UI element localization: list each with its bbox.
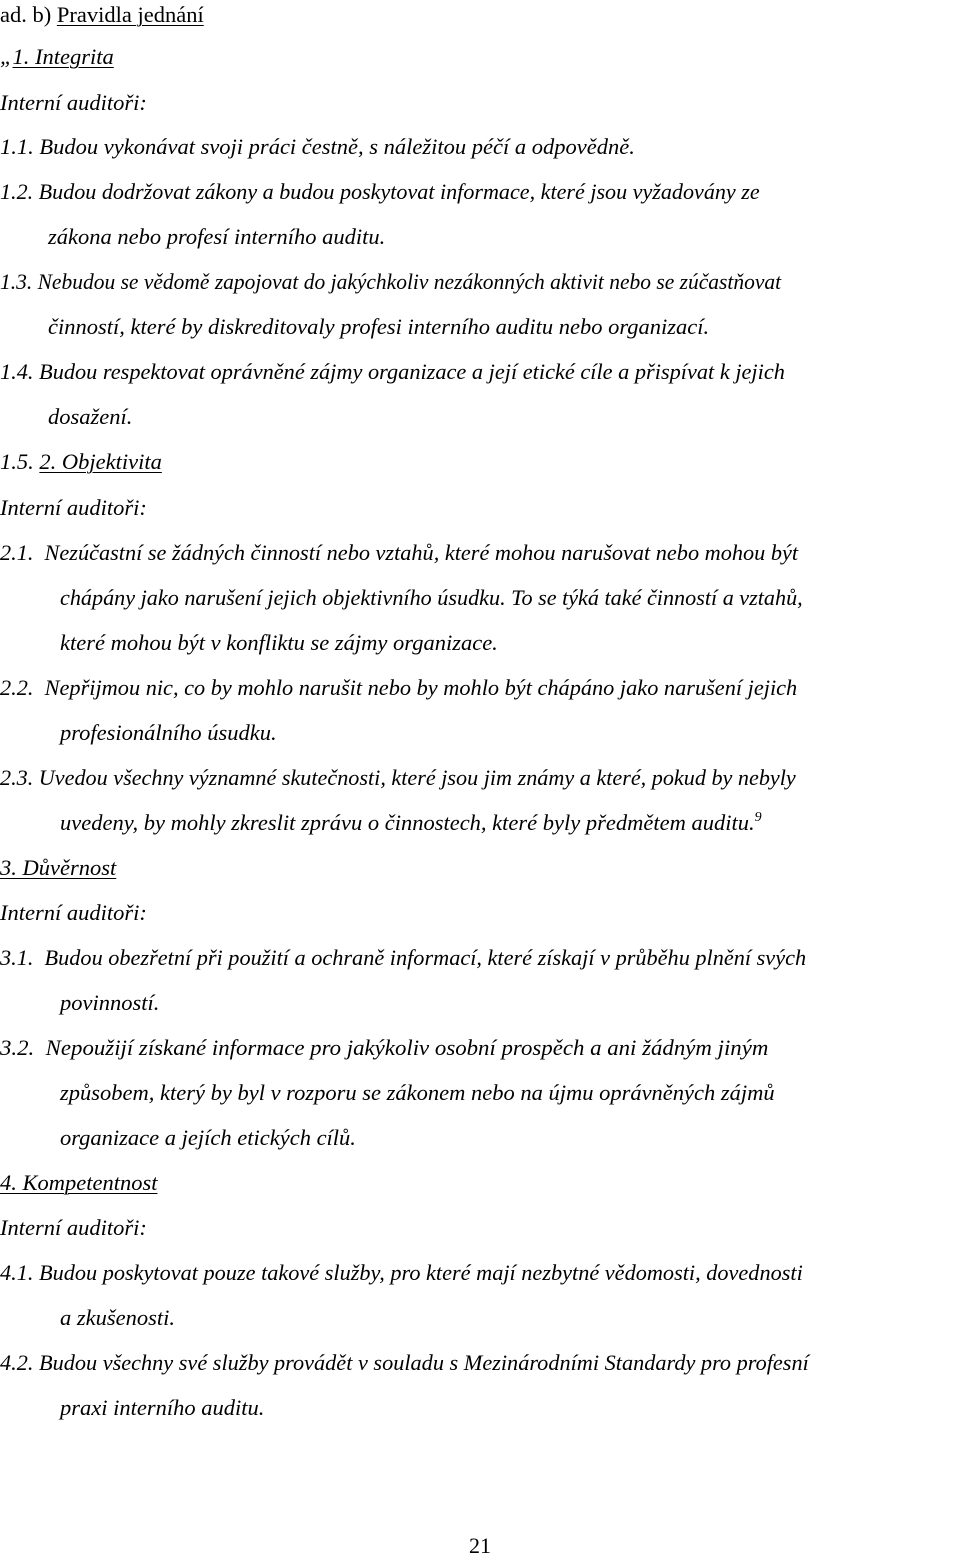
item-number: 1.1. — [0, 134, 34, 159]
item-2-3-continuation — [60, 808, 762, 838]
item-number: 2.3. — [0, 765, 34, 790]
item-3-2-continuation: způsobem, který by byl v rozporu se zákonem nebo na újmu oprávněných zájmů — [60, 1080, 775, 1105]
item-text: Budou vykonávat svoji práci čestně, s náležitou péčí a odpovědně. — [39, 134, 635, 159]
item-4-2 — [0, 1348, 809, 1378]
item-number: 3.2. — [0, 1035, 35, 1060]
item-number: 1.5. — [0, 449, 34, 474]
item-4-2-continuation: praxi interního auditu. — [60, 1395, 265, 1420]
item-text: Budou dodržovat zákony a budou poskytovat informace, které jsou vyžadovány ze — [38, 179, 760, 204]
item-1-3 — [0, 267, 781, 297]
item-text: Uvedou všechny významné skutečnosti, které jsou jim známy a které, pokud by nebyly — [38, 765, 796, 790]
section-heading-text: 3. Důvěrnost — [0, 855, 117, 880]
item-text: Budou obezřetní při použití a ochraně informací, které získají v průběhu plnění svých — [44, 945, 807, 970]
section-subheading: Interní auditoři: — [0, 1215, 147, 1240]
item-2-1-continuation: které mohou být v konfliktu se zájmy organizace. — [60, 630, 498, 655]
opening-quote: „ — [0, 44, 13, 69]
item-1-5-and-heading-objektivita — [0, 447, 162, 477]
item-number: 1.2. — [0, 179, 34, 204]
section-heading-objektivita: 2. Objektivita — [39, 449, 162, 474]
item-1-4 — [0, 357, 785, 387]
item-number: 4.1. — [0, 1260, 34, 1285]
section-subheading: Interní auditoři: — [0, 90, 147, 115]
item-1-1 — [0, 132, 635, 162]
item-number: 2.1. — [0, 540, 34, 565]
page-number: 21 — [469, 1533, 491, 1558]
item-2-1-continuation: chápány jako narušení jejich objektivního úsudku. To se týká také činností a vztahů, — [60, 585, 803, 610]
item-2-2 — [0, 673, 797, 703]
section-subheading: Interní auditoři: — [0, 900, 147, 925]
item-number: 2.2. — [0, 675, 34, 700]
item-1-3-continuation: činností, které by diskreditovaly profesi interního auditu nebo organizací. — [48, 314, 710, 339]
item-2-1 — [0, 538, 798, 568]
footnote-marker: 9 — [754, 810, 762, 825]
item-2-3 — [0, 763, 796, 793]
section-heading-kompetentnost — [0, 1168, 158, 1198]
section-heading-integrita — [0, 42, 114, 72]
item-text: Nepoužijí získané informace pro jakýkoliv osobní prospěch a ani žádným jiným — [45, 1035, 769, 1060]
item-3-1 — [0, 943, 806, 973]
section-subheading: Interní auditoři: — [0, 495, 147, 520]
item-3-2 — [0, 1033, 768, 1063]
item-4-1 — [0, 1258, 803, 1288]
item-3-1-continuation: povinností. — [60, 990, 160, 1015]
item-text: uvedeny, by mohly zkreslit zprávu o činnostech, které byly předmětem auditu. — [60, 810, 755, 835]
item-text: Budou respektovat oprávněné zájmy organizace a její etické cíle a přispívat k jejich — [39, 359, 785, 384]
section-heading-duvernost — [0, 853, 116, 883]
item-text: Nepřijmou nic, co by mohlo narušit nebo by mohlo být chápáno jako narušení jejich — [44, 675, 798, 700]
item-1-2-continuation: zákona nebo profesí interního auditu. — [48, 224, 386, 249]
item-4-1-continuation: a zkušenosti. — [60, 1305, 175, 1330]
item-text: Budou poskytovat pouze takové služby, pro které mají nezbytné vědomosti, dovednosti — [38, 1260, 803, 1285]
item-2-2-continuation: profesionálního úsudku. — [60, 720, 277, 745]
header-prefix: ad. b) — [0, 2, 57, 27]
item-text: Nezúčastní se žádných činností nebo vztahů, které mohou narušovat nebo mohou být — [44, 540, 799, 565]
header-title: Pravidla jednání — [56, 2, 204, 27]
item-number: 1.4. — [0, 359, 34, 384]
item-number: 3.1. — [0, 945, 34, 970]
document-header — [0, 0, 204, 30]
item-1-4-continuation: dosažení. — [48, 404, 133, 429]
item-1-2 — [0, 177, 760, 207]
item-number: 4.2. — [0, 1350, 34, 1375]
section-heading-text: 1. Integrita — [12, 44, 114, 69]
item-3-2-continuation: organizace a jejích etických cílů. — [60, 1125, 356, 1150]
item-number: 1.3. — [0, 269, 33, 294]
item-text: Nebudou se vědomě zapojovat do jakýchkoliv nezákonných aktivit nebo se zúčastňovat — [37, 269, 782, 294]
section-heading-text: 4. Kompetentnost — [0, 1170, 158, 1195]
item-text: Budou všechny své služby provádět v souladu s Mezinárodními Standardy pro profesní — [38, 1350, 809, 1375]
